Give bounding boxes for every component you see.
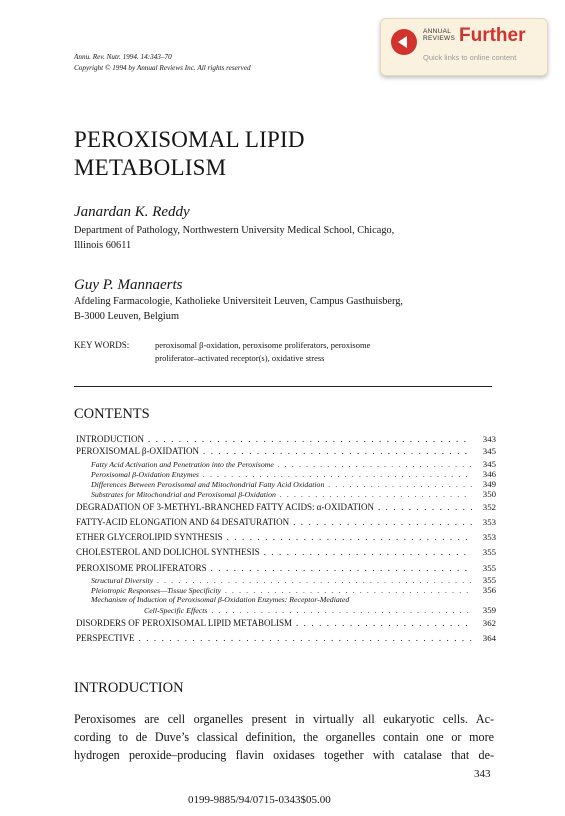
title-line: PEROXISOMAL LIPID	[74, 127, 305, 152]
badge-subtitle: Quick links to online content	[423, 53, 517, 62]
introduction-paragraph	[74, 710, 494, 764]
affiliation-line: Afdeling Farmacologie, Katholieke Universiteit Leuven, Campus Gasthuisberg,	[74, 296, 403, 307]
toc-page: 353	[482, 516, 496, 527]
affiliation-line: Illinois 60611	[74, 240, 132, 251]
toc-entry-text: PERSPECTIVE	[76, 633, 135, 644]
author-affiliation	[74, 294, 403, 324]
toc-subentry[interactable]	[76, 605, 496, 615]
toc-page: 346	[482, 468, 496, 479]
toc-leader	[293, 517, 472, 527]
toc-entry-text: Structural Diversity	[91, 576, 154, 586]
toc-page: 356	[482, 585, 496, 596]
toc-leader	[157, 576, 472, 585]
toc-entry-text: DISORDERS OF PEROXISOMAL LIPID METABOLISM	[76, 618, 292, 629]
toc-leader	[264, 547, 472, 557]
toc-entry[interactable]	[76, 532, 496, 544]
journal-citation	[74, 52, 251, 74]
article-title	[74, 126, 305, 182]
toc-entry-text: DEGRADATION OF 3-METHYL-BRANCHED FATTY ACIDS: α-OXIDATION	[76, 501, 374, 512]
toc-entry-text: Mechanism of Induction of Peroxisomal β-Oxidation Enzymes: Receptor-Mediated	[91, 595, 350, 605]
toc-subentry[interactable]	[76, 469, 496, 479]
toc-leader	[296, 618, 472, 628]
toc-page: 362	[482, 618, 496, 629]
toc-entry-text: Differences Between Peroxisomal and Mitochondrial Fatty Acid Oxidation	[91, 479, 325, 489]
citation-line: Annu. Rev. Nutr. 1994. 14:343–70	[74, 53, 172, 61]
toc-entry-text: Peroxisomal β-Oxidation Enzymes	[91, 469, 199, 479]
toc-entry-text: INTRODUCTION	[76, 434, 144, 444]
toc-entry[interactable]	[76, 446, 496, 458]
title-line: METABOLISM	[74, 155, 227, 180]
toc-entry-text: CHOLESTEROL AND DOLICHOL SYNTHESIS	[76, 547, 260, 558]
badge-further: Further	[459, 25, 526, 46]
toc-subentry[interactable]	[76, 585, 496, 595]
badge-small-text	[423, 28, 455, 42]
paragraph-line: hydrogen peroxide–producing flavin oxidases together with catalase that de-	[74, 748, 494, 762]
badge-annual: ANNUAL	[423, 28, 452, 35]
toc-page: 345	[482, 446, 496, 457]
toc-leader	[378, 502, 472, 512]
keywords-text	[155, 339, 370, 365]
back-arrow-icon	[391, 29, 417, 55]
author-name: Janardan K. Reddy	[74, 204, 190, 220]
toc-entry-text: Pleiotropic Responses—Tissue Specificity	[91, 586, 222, 596]
toc-entry-text: PEROXISOME PROLIFERATORS	[76, 562, 207, 573]
toc-leader	[328, 480, 472, 489]
toc-leader	[203, 446, 472, 456]
author-name: Guy P. Mannaerts	[74, 277, 183, 293]
toc-entry[interactable]	[76, 563, 496, 575]
toc-leader	[203, 470, 472, 479]
toc-leader	[278, 460, 472, 469]
toc-page: 355	[482, 562, 496, 573]
toc-leader	[227, 532, 472, 542]
toc-entry[interactable]	[76, 517, 496, 529]
toc-leader	[148, 434, 472, 444]
toc-leader	[280, 490, 472, 499]
toc-page: 349	[482, 478, 496, 489]
paragraph-line: Peroxisomes are cell organelles present in virtually all eukaryotic cells. Ac-	[74, 712, 494, 726]
toc-subentry[interactable]	[76, 489, 496, 499]
toc-entry[interactable]	[76, 618, 496, 630]
footer-code: 0199-9885/94/0715-0343$05.00	[188, 794, 331, 806]
keywords-label: KEY WORDS:	[74, 340, 130, 350]
toc-entry[interactable]	[76, 633, 496, 645]
toc-page: 345	[482, 458, 496, 469]
toc-page: 355	[482, 547, 496, 558]
paragraph-line: cording to de Duve’s classical definition, the organelles contain one or more	[74, 730, 494, 744]
further-badge[interactable]	[380, 18, 548, 76]
toc-page: 364	[482, 633, 496, 644]
contents-heading: CONTENTS	[74, 406, 150, 422]
introduction-heading: INTRODUCTION	[74, 680, 184, 696]
page-number: 343	[474, 768, 491, 780]
keywords-line: peroxisomal β-oxidation, peroxisome proliferators, peroxisome	[155, 340, 371, 350]
toc-leader	[211, 563, 472, 573]
toc-subentry[interactable]	[76, 479, 496, 489]
toc-leader	[139, 633, 472, 643]
affiliation-line: B-3000 Leuven, Belgium	[74, 311, 179, 322]
toc-subentry[interactable]	[76, 595, 496, 605]
toc-entry-text: Cell-Specific Effects	[144, 606, 208, 616]
toc-entry-text: ETHER GLYCEROLIPID SYNTHESIS	[76, 532, 223, 543]
keywords-line: proliferator–activated receptor(s), oxidative stress	[155, 353, 325, 363]
toc-entry[interactable]	[76, 547, 496, 559]
divider-rule	[74, 386, 492, 387]
toc-entry-text: PEROXISOMAL β-OXIDATION	[76, 446, 199, 457]
copyright-line: Copyright © 1994 by Annual Reviews Inc. All rights reserved	[74, 64, 251, 72]
badge-reviews: REVIEWS	[423, 35, 456, 42]
author-affiliation	[74, 223, 394, 253]
toc-entry-text: Fatty Acid Activation and Penetration into the Peroxisome	[91, 459, 274, 469]
toc-subentry[interactable]	[76, 459, 496, 469]
toc-leader	[211, 606, 472, 615]
toc-page: 343	[482, 434, 496, 444]
toc-page: 359	[482, 605, 496, 616]
toc-entry[interactable]	[76, 434, 496, 446]
toc-entry-text: Substrates for Mitochondrial and Peroxisomal β-Oxidation	[91, 489, 276, 499]
toc-page: 355	[482, 575, 496, 586]
toc-page: 350	[482, 488, 496, 499]
toc-entry-text: FATTY-ACID ELONGATION AND δ4 DESATURATION	[76, 516, 290, 527]
affiliation-line: Department of Pathology, Northwestern University Medical School, Chicago,	[74, 225, 395, 236]
toc-subentry[interactable]	[76, 575, 496, 585]
toc-page: 352	[482, 501, 496, 512]
toc-leader	[225, 586, 472, 595]
toc-entry[interactable]	[76, 502, 496, 514]
table-of-contents	[76, 434, 496, 646]
toc-page: 353	[482, 532, 496, 543]
